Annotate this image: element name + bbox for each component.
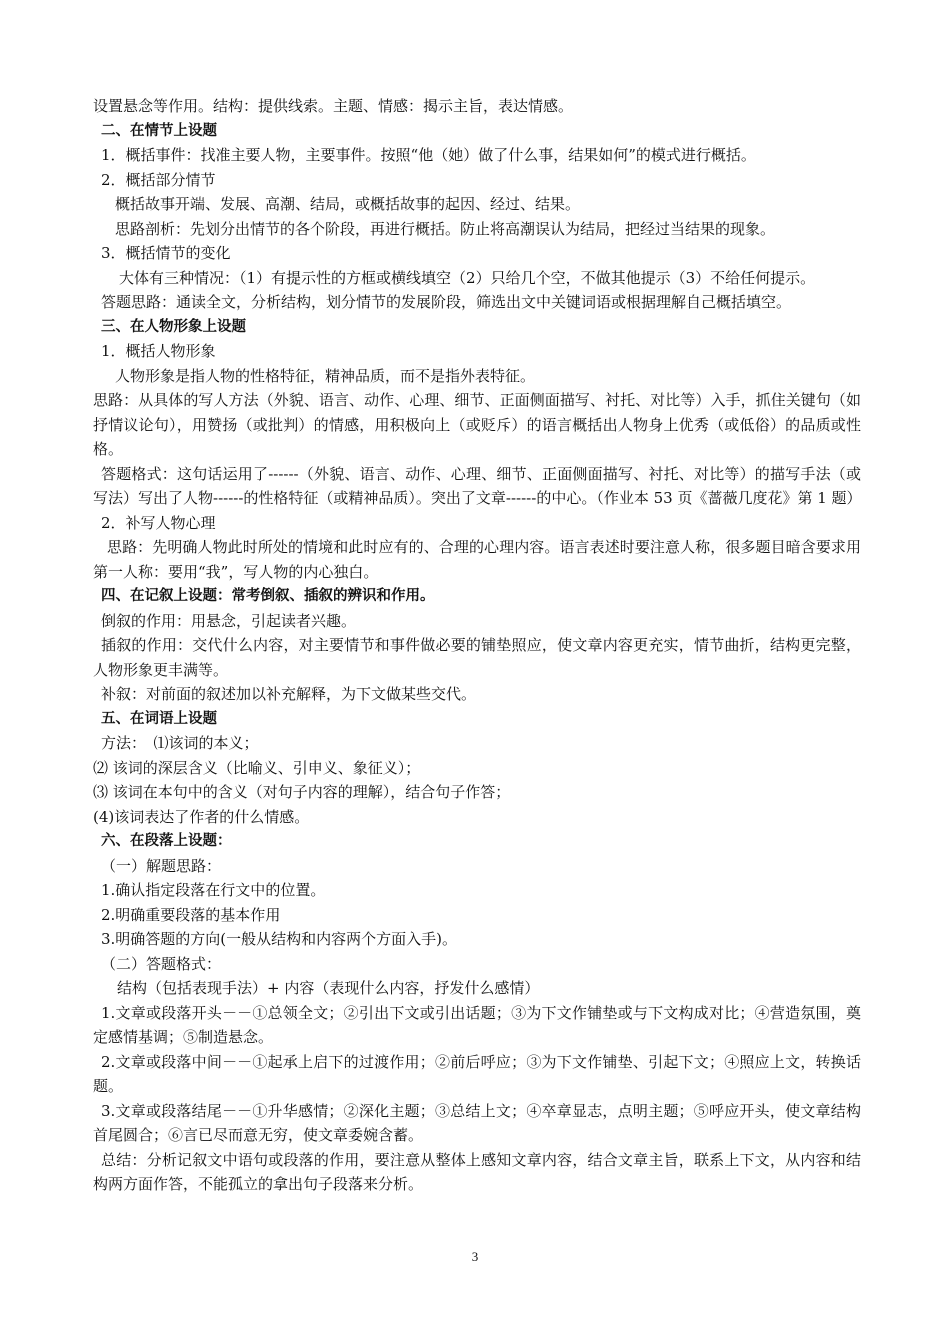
- text-paragraph: 插叙的作用：交代什么内容，对主要情节和事件做必要的铺垫照应，使文章内容更充实，情节曲折，结构更完整，人物形象更丰满等。: [93, 636, 861, 679]
- section-heading-words: 五、在词语上设题: [101, 710, 217, 727]
- text-line: 1．概括事件：找准主要人物，主要事件。按照“他（她）做了什么事，结果如何”的模式进行概括。: [101, 146, 756, 164]
- text-line: ⑶ 该词在本句中的含义（对句子内容的理解），结合句子作答；: [93, 783, 511, 801]
- text-line: ⑵ 该词的深层含义（比喻义、引申义、象征义）；: [93, 758, 421, 777]
- text-paragraph: 答题格式：这句话运用了------（外貌、语言、动作、心理、细节、正面侧面描写、衬托、对比等）的描写手法（或写法）写出了人物------的性格特征（或精神品质）。突出了文章------的中心。（作业本 53 页《蔷薇几度花》第 1 题）: [93, 464, 862, 507]
- text-paragraph: 1.文章或段落开头－－①总领全文；②引出下文或引出话题；③为下文作铺垫或与下文构成对比；④营造氛围，奠定感情基调；⑤制造悬念。: [93, 1003, 861, 1046]
- subheading: 2．概括部分情节: [101, 170, 216, 189]
- text-line: 答题思路：通读全文，分析结构，划分情节的发展阶段，筛选出文中关键词语或根据理解自己概括填空。: [101, 293, 792, 311]
- subheading: 1．概括人物形象: [101, 342, 216, 360]
- text-line: 1.确认指定段落在行文中的位置。: [101, 881, 326, 899]
- text-paragraph: 思路：先明确人物此时所处的情境和此时应有的、合理的心理内容。语言表述时要注意人称，很多题目暗含要求用第一人称：要用“我”，写人物的内心独白。: [93, 538, 861, 581]
- text-paragraph: 总结：分析记叙文中语句或段落的作用，要注意从整体上感知文章内容，结合文章主旨，联系上下文，从内容和结构两方面作答，不能孤立的拿出句子段落来分析。: [93, 1150, 861, 1193]
- text-line: (4)该词表达了作者的什么情感。: [93, 807, 310, 826]
- text-line: 结构（包括表现手法）+ 内容（表现什么内容，抒发什么感情）: [117, 979, 540, 997]
- text-line: 方法： ⑴该词的本义；: [101, 734, 259, 752]
- text-paragraph: 思路：从具体的写人方法（外貌、语言、动作、心理、细节、正面侧面描写、衬托、对比等）入手，抓住关键句（如抒情议论句），用赞扬（或批判）的情感，用积极向上（或贬斥）的语言概括出人物身上优秀（或低俗）的品质或性格。: [93, 391, 861, 458]
- page-number: 3: [471, 1249, 479, 1264]
- subheading: （二）答题格式：: [101, 954, 222, 973]
- section-heading-narration: 四、在记叙上设题：常考倒叙、插叙的辨识和作用。: [101, 588, 435, 604]
- subheading: （一）解题思路：: [101, 856, 222, 875]
- section-heading-character: 三、在人物形象上设题: [101, 318, 246, 335]
- text-line: 思路剖析：先划分出情节的各个阶段，再进行概括。防止将高潮误认为结局，把经过当结果的现象。: [115, 219, 776, 238]
- document-body: [93, 94, 861, 1197]
- section-heading-paragraphs: 六、在段落上设题：: [101, 833, 232, 849]
- text-line: 大体有三种情况：（1）有提示性的方框或横线填空（2）只给几个空，不做其他提示（3）不给任何提示。: [119, 268, 816, 287]
- text-line: 概括故事开端、发展、高潮、结局，或概括故事的起因、经过、结果。: [115, 195, 581, 213]
- text-line: 设置悬念等作用。结构：提供线索。主题、情感：揭示主旨，表达情感。: [93, 97, 574, 115]
- text-line: 3.明确答题的方向(一般从结构和内容两个方面入手)。: [101, 930, 458, 948]
- text-line: 人物形象是指人物的性格特征，精神品质，而不是指外表特征。: [115, 366, 536, 385]
- text-line: 2.明确重要段落的基本作用: [101, 905, 281, 924]
- subheading: 2．补写人物心理: [101, 513, 216, 532]
- text-line: 补叙：对前面的叙述加以补充解释，为下文做某些交代。: [101, 685, 477, 703]
- subheading: 3．概括情节的变化: [101, 244, 231, 262]
- text-paragraph: 2.文章或段落中间－－①起承上启下的过渡作用；②前后呼应；③为下文作铺垫、引起下文；④照应上文，转换话题。: [93, 1052, 861, 1095]
- text-paragraph: 3.文章或段落结尾－－①升华感情；②深化主题；③总结上文；④卒章显志，点明主题；⑤呼应开头，使文章结构首尾圆合；⑥言已尽而意无穷，使文章委婉含蓄。: [93, 1101, 861, 1144]
- text-line: 倒叙的作用：用悬念，引起读者兴趣。: [101, 611, 357, 630]
- section-heading-plot: 二、在情节上设题: [101, 122, 217, 139]
